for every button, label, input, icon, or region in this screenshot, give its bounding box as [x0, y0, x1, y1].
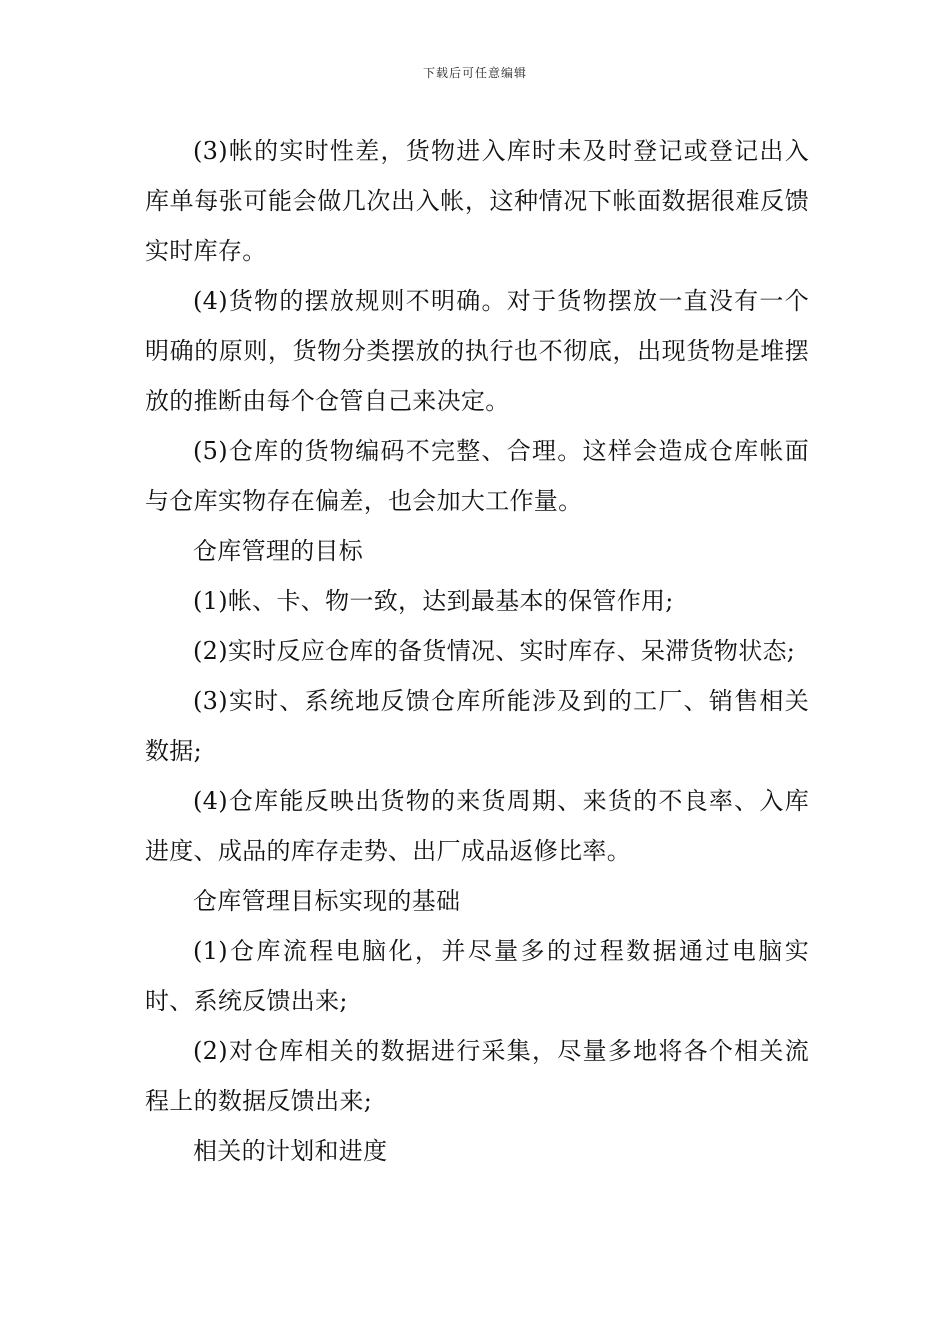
paragraph-item-5: (5)仓库的货物编码不完整、合理。这样会造成仓库帐面与仓库实物存在偏差，也会加大工作量。 [145, 437, 809, 515]
paragraph-item-3: (3)帐的实时性差，货物进入库时未及时登记或登记出入库单每张可能会做几次出入帐，这种情况下帐面数据很难反馈实时库存。 [145, 137, 809, 265]
page-header: 下载后可任意编辑 [422, 66, 527, 80]
goal-item-2: (2)实时反应仓库的备货情况、实时库存、呆滞货物状态; [193, 637, 796, 665]
section-heading-basis: 仓库管理目标实现的基础 [193, 887, 461, 915]
section-heading-goals: 仓库管理的目标 [193, 537, 364, 565]
section-heading-plan: 相关的计划和进度 [193, 1137, 388, 1165]
goal-item-4: (4)仓库能反映出货物的来货周期、来货的不良率、入库进度、成品的库存走势、出厂成品返修比率。 [145, 787, 809, 865]
basis-item-1: (1)仓库流程电脑化，并尽量多的过程数据通过电脑实时、系统反馈出来; [145, 937, 809, 1015]
goal-item-3: (3)实时、系统地反馈仓库所能涉及到的工厂、销售相关数据; [145, 687, 809, 765]
goal-item-1: (1)帐、卡、物一致，达到最基本的保管作用; [193, 587, 674, 615]
paragraph-item-4: (4)货物的摆放规则不明确。对于货物摆放一直没有一个明确的原则，货物分类摆放的执行也不彻底，出现货物是堆摆放的推断由每个仓管自己来决定。 [145, 287, 809, 415]
document-body [145, 126, 809, 1176]
basis-item-2: (2)对仓库相关的数据进行采集，尽量多地将各个相关流程上的数据反馈出来; [145, 1037, 809, 1115]
